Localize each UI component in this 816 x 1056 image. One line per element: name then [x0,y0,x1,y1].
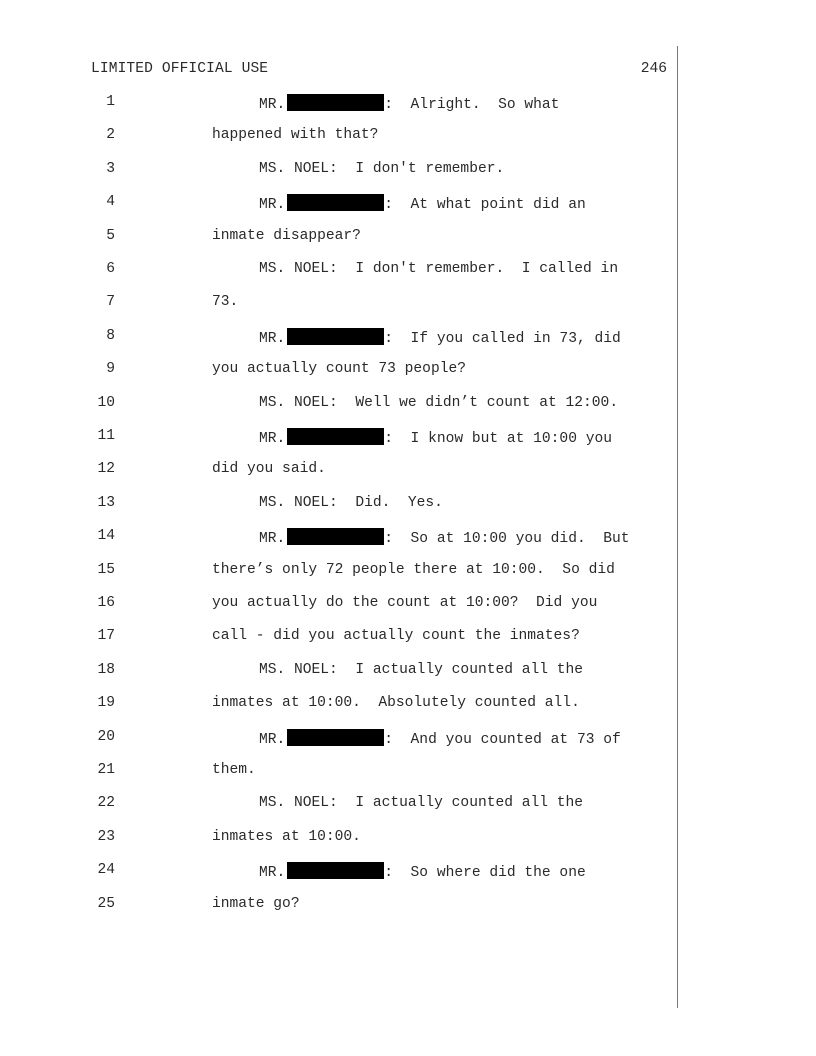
classification-header: LIMITED OFFICIAL USE [91,61,269,77]
line-number: 25 [97,895,115,912]
line-number: 12 [97,461,115,478]
line-number: 1 [106,94,115,110]
right-margin-rule [677,46,678,1008]
transcript-line [0,896,676,916]
transcript-line [0,729,676,749]
speaker-label: MS. NOEL: [259,261,338,277]
line-text: inmate disappear? [212,227,361,244]
transcript-line [0,328,676,348]
speaker-line [259,194,586,213]
line-text: : So at 10:00 you did. But [384,531,630,548]
transcript-line [0,662,676,682]
line-text: call - did you actually count the inmates? [212,628,580,645]
line-number: 15 [97,561,115,578]
speaker-label: MR. [259,197,286,214]
speaker-line [259,795,583,811]
transcript-line [0,161,676,181]
line-text: you actually do the count at 10:00? Did you [212,595,598,611]
transcript-line [0,762,676,782]
line-text: Well we didn’t count at 12:00. [337,394,619,411]
line-text: : Alright. So what [384,97,560,113]
speaker-label: MS. NOEL: [259,394,338,411]
redaction-block [287,94,384,111]
transcript-line [0,795,676,815]
line-text: them. [212,762,256,778]
line-number: 22 [97,795,115,812]
line-number: 6 [106,261,115,277]
line-text: : If you called in 73, did [384,330,621,347]
transcript-line [0,461,676,481]
speaker-label: MR. [259,431,286,447]
speaker-label: MR. [259,97,286,113]
redaction-block [287,729,384,746]
line-number: 21 [97,762,115,778]
line-number: 11 [97,428,115,444]
line-number: 19 [97,695,115,712]
line-text: happened with that? [212,127,379,144]
redaction-block [287,328,384,345]
line-text: did you said. [212,461,326,478]
line-number: 18 [97,661,115,678]
redaction-block [287,528,384,545]
transcript-line [0,495,676,515]
speaker-line [259,662,583,678]
line-number: 23 [97,828,115,845]
transcript-line [0,94,676,114]
transcript-line [0,829,676,849]
line-number: 5 [106,227,115,244]
speaker-label: MS. NOEL: [259,494,338,511]
line-text: inmates at 10:00. [212,828,361,845]
line-number: 20 [97,728,115,745]
transcript-line [0,127,676,147]
transcript-line [0,695,676,715]
transcript-line [0,395,676,415]
transcript-line [0,294,676,314]
transcript-line [0,528,676,548]
speaker-label: MS. NOEL: [259,661,338,678]
speaker-line [259,395,618,411]
line-text: there’s only 72 people there at 10:00. So did [212,561,615,578]
transcript-line [0,595,676,615]
speaker-label: MR. [259,865,286,882]
redaction-block [287,428,384,445]
line-text: I don't remember. I called in [337,261,619,277]
line-text: I don't remember. [337,160,505,177]
line-number: 3 [106,160,115,177]
speaker-line [259,495,443,511]
transcript-line [0,428,676,448]
speaker-label: MS. NOEL: [259,795,338,812]
transcript-line [0,862,676,882]
line-text: : I know but at 10:00 you [384,431,612,447]
speaker-line [259,161,504,177]
speaker-line [259,528,630,547]
line-number: 10 [97,394,115,411]
line-number: 9 [106,361,115,378]
line-number: 14 [97,528,115,545]
speaker-label: MS. NOEL: [259,160,338,177]
page-number: 246 [640,61,667,77]
line-text: Did. Yes. [337,494,443,511]
speaker-line [259,94,559,113]
line-text: I actually counted all the [337,661,584,678]
speaker-line [259,729,621,748]
transcript-line [0,562,676,582]
line-number: 16 [97,595,115,611]
speaker-line [259,428,612,447]
line-number: 2 [106,127,115,144]
speaker-line [259,328,621,347]
transcript-line [0,361,676,381]
line-text: : At what point did an [384,197,586,214]
transcript-line [0,228,676,248]
transcript-line [0,261,676,281]
redaction-block [287,194,384,211]
speaker-label: MR. [259,330,286,347]
line-text: : So where did the one [384,865,586,882]
speaker-label: MR. [259,531,286,548]
redaction-block [287,862,384,879]
line-number: 13 [97,494,115,511]
line-number: 4 [106,194,115,211]
line-text: inmates at 10:00. Absolutely counted all. [212,695,580,712]
line-number: 24 [97,862,115,879]
speaker-label: MR. [259,731,286,748]
line-number: 8 [106,327,115,344]
speaker-line [259,261,618,277]
line-text: you actually count 73 people? [212,361,466,378]
line-text: inmate go? [212,895,300,912]
line-text: : And you counted at 73 of [384,731,621,748]
line-text: I actually counted all the [337,795,584,812]
line-number: 17 [97,628,115,645]
line-text: 73. [212,294,239,311]
transcript-line [0,194,676,214]
transcript-line [0,628,676,648]
speaker-line [259,862,586,881]
line-number: 7 [106,294,115,311]
